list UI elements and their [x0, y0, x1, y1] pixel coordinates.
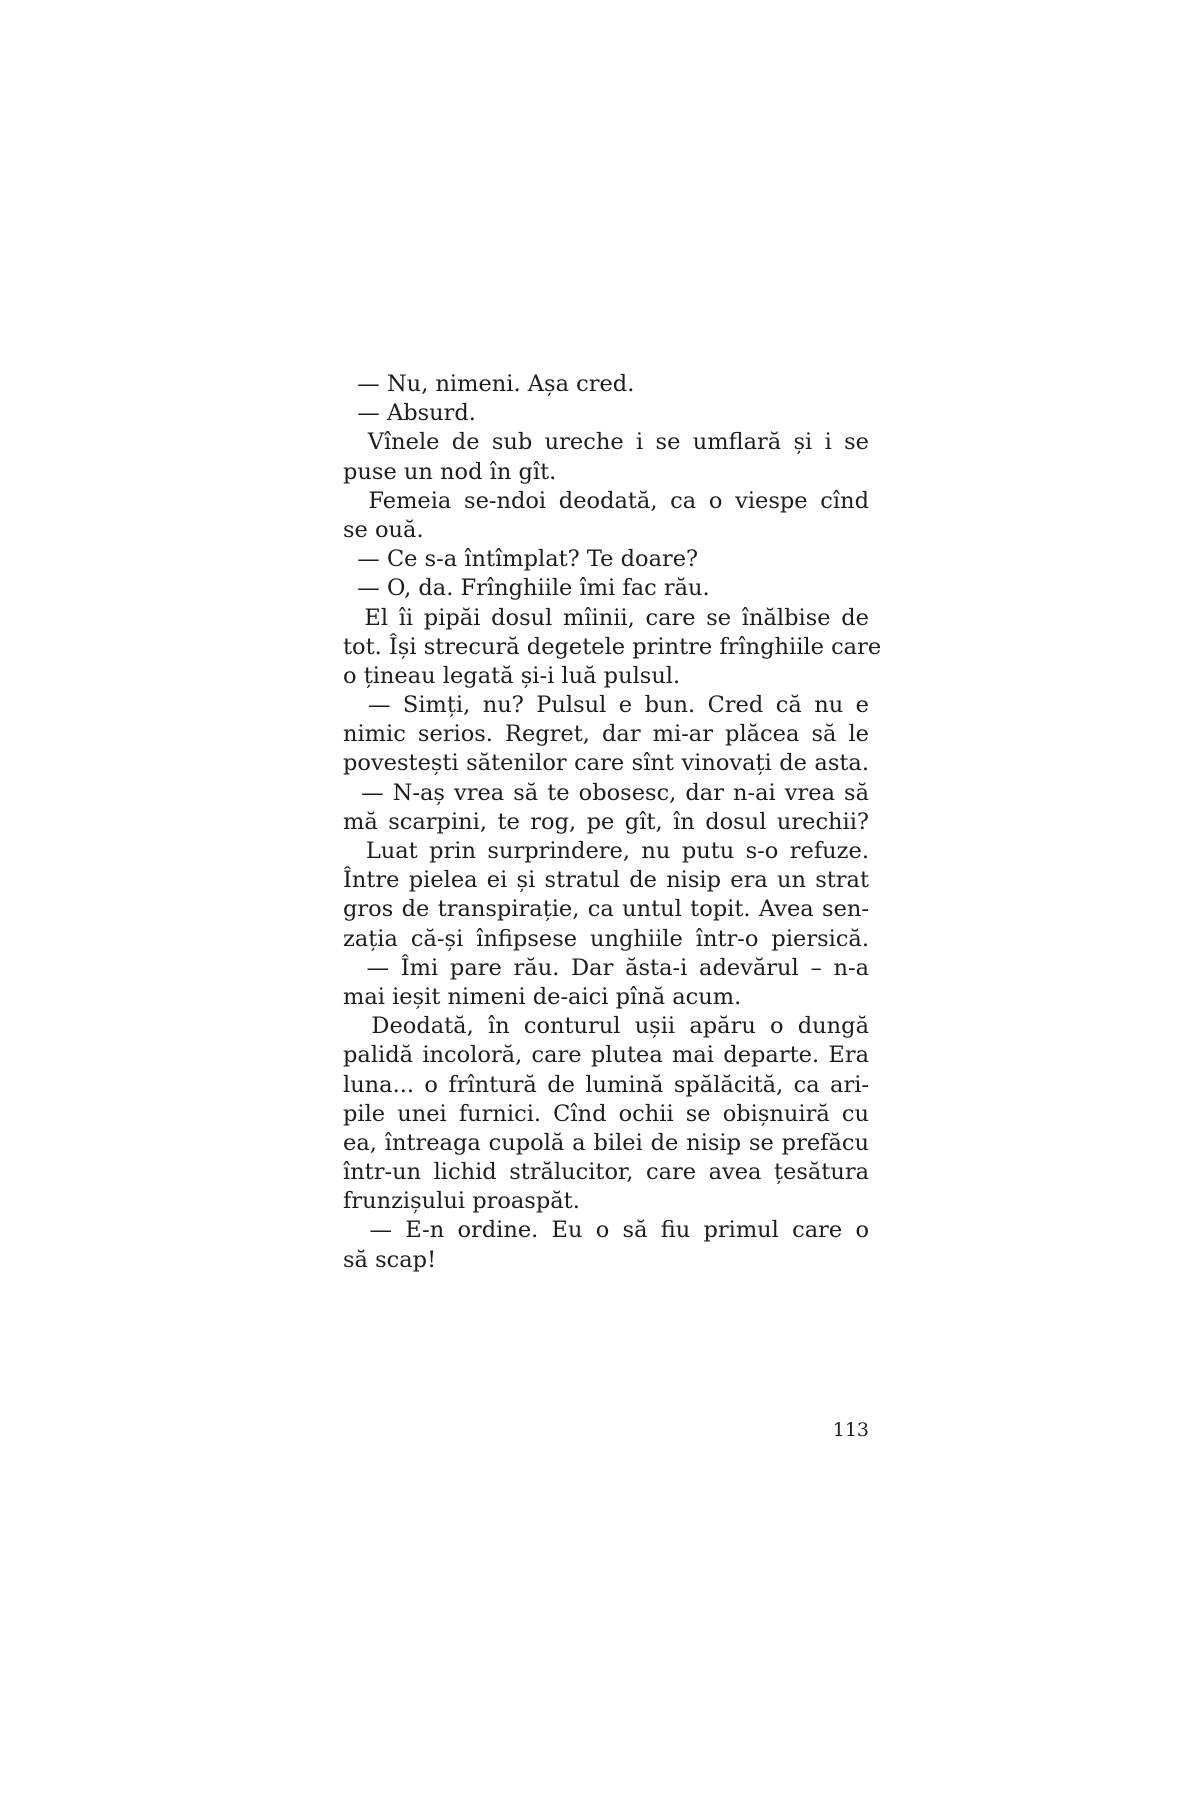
text-line: — Îmi pare rău. Dar ăsta-i adevărul – n-a — [343, 954, 869, 981]
text-line: mă scarpini, te rog, pe gît, în dosul urechii? — [343, 808, 869, 835]
text-line: — Absurd. — [343, 400, 476, 427]
text-line: într-un lichid strălucitor, care avea țesătura — [343, 1159, 869, 1186]
text-line: Între pielea ei și stratul de nisip era un strat — [343, 867, 869, 894]
text-line: — Nu, nimeni. Așa cred. — [343, 371, 635, 397]
text-line: palidă incoloră, care plutea mai departe. Era — [343, 1042, 869, 1069]
text-line: El îi pipăi dosul mîinii, care se înălbise de — [343, 604, 869, 631]
text-line: frunzișului proaspăt. — [343, 1188, 580, 1215]
text-line: Femeia se-ndoi deodată, ca o viespe cînd — [343, 487, 869, 514]
body-text — [343, 370, 882, 1275]
text-line: — Simți, nu? Pulsul e bun. Cred că nu e — [343, 692, 869, 719]
text-line: pile unei furnici. Cînd ochii se obișnuiră cu — [343, 1100, 869, 1127]
text-line: luna... o frîntură de lumină spălăcită, ca ari- — [343, 1071, 869, 1098]
text-line: Deodată, în conturul ușii apăru o dungă — [343, 1013, 869, 1040]
text-line: — Ce s-a întîmplat? Te doare? — [343, 546, 699, 573]
text-line: Luat prin surprindere, nu putu s-o refuze. — [343, 838, 869, 864]
text-line: zația că-și înfipsese unghiile într-o piersică. — [343, 925, 869, 952]
text-line: — E-n ordine. Eu o să fiu primul care o — [343, 1217, 869, 1244]
text-line: să scap! — [343, 1246, 437, 1273]
text-line: o țineau legată și-i luă pulsul. — [343, 662, 681, 689]
text-line: puse un nod în gît. — [343, 458, 557, 485]
text-line: povestești sătenilor care sînt vinovați de asta. — [343, 750, 869, 777]
text-line: se ouă. — [343, 516, 424, 543]
text-line: tot. Își strecură degetele printre frînghiile care — [343, 633, 882, 660]
text-line: gros de transpirație, ca untul topit. Avea sen- — [343, 896, 869, 923]
page-number: 113 — [832, 1419, 869, 1441]
text-line: nimic serios. Regret, dar mi-ar plăcea să le — [343, 721, 869, 748]
text-line: mai ieșit nimeni de-aici pînă acum. — [343, 983, 742, 1010]
text-line: Vînele de sub ureche i se umflară și i se — [343, 429, 869, 456]
text-line: — N-aș vrea să te obosesc, dar n-ai vrea să — [343, 779, 869, 806]
text-line: ea, întreaga cupolă a bilei de nisip se prefăcu — [343, 1129, 869, 1156]
text-line: — O, da. Frînghiile îmi fac rău. — [343, 575, 710, 602]
